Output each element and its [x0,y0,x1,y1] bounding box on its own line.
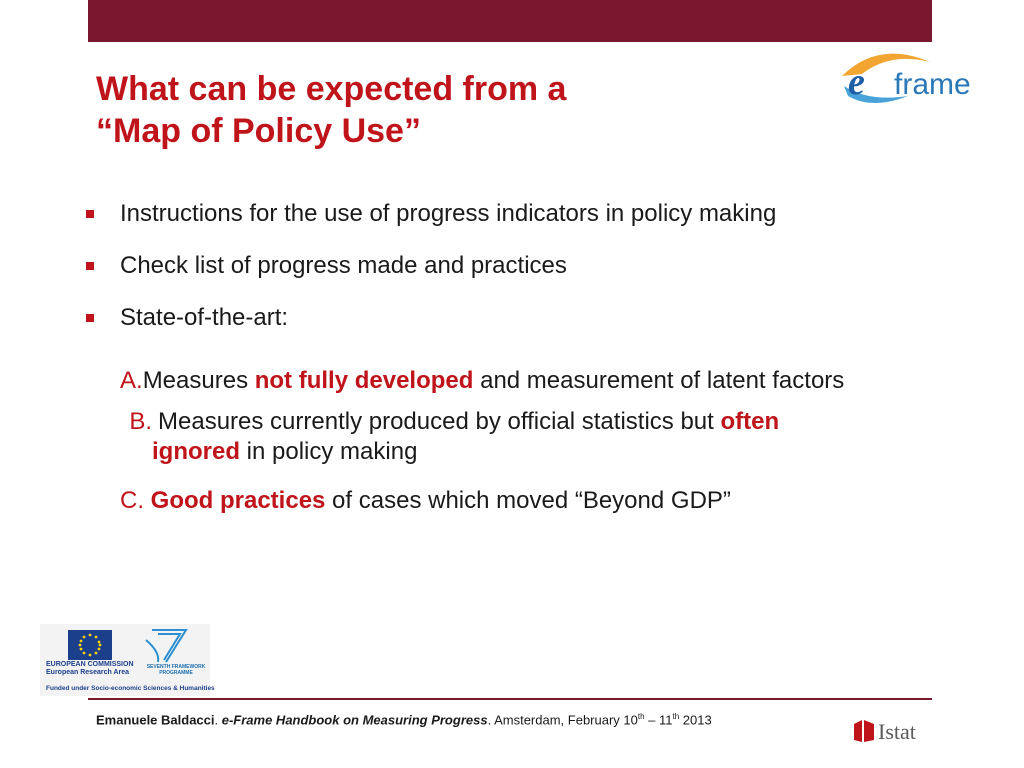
bullet-list [84,198,776,354]
ec-label [46,661,134,677]
footer-divider [88,698,932,700]
footer-citation [96,712,712,727]
sub-item-emphasis: often [720,408,780,435]
sub-item-c [120,486,731,516]
fp7-label-line: SEVENTH FRAMEWORK [146,664,206,670]
sub-item-letter: B. [129,408,152,435]
footer-text: 2013 [679,712,712,728]
slide-title [96,68,566,152]
ec-label-line: European Research Area [46,669,129,676]
sub-item-text: in policy making [240,438,418,465]
sub-item-letter: A. [120,367,143,394]
sub-item-emphasis: not fully developed [254,367,474,394]
sub-item-continuation [120,437,920,467]
ec-label-line: EUROPEAN COMMISSION [46,661,134,668]
header-bar [88,0,932,42]
bullet-text: State-of-the-art: [120,304,289,331]
footer-sup: th [672,712,680,721]
footer-text: . Amsterdam, February 10 [487,712,638,728]
bullet-item [84,250,776,282]
footer-sup: th [637,712,645,721]
footer-author: Emanuele Baldacci [96,712,215,728]
fp7-label-line: PROGRAMME [159,670,193,676]
logo-wordmark: frame [894,68,971,101]
title-line-1: What can be expected from a [96,70,567,108]
logo-e: e [848,61,865,103]
bullet-marker [86,262,94,270]
footer-text: . [214,712,222,728]
bullet-text: Check list of progress made and practices [120,252,567,279]
sub-item-text: and measurement of latent factors [473,367,845,394]
sub-item-emphasis: ignored [152,438,240,465]
bullet-item [84,198,776,230]
fp7-label [144,664,208,676]
istat-wordmark: Istat [878,719,916,744]
bullet-text: Instructions for the use of progress indicators in policy making [120,200,777,227]
bullet-marker [86,210,94,218]
sub-item-text: Measures [142,367,255,394]
footer-text: – 11 [644,712,673,728]
footer-handbook: e-Frame Handbook on Measuring Progress [221,712,488,728]
sub-item-a [120,366,844,396]
e-frame-logo [838,46,994,116]
bullet-marker [86,314,94,322]
istat-logo [852,716,934,744]
sub-item-text: Measures currently produced by official statistics but [158,408,721,435]
sub-item-letter: C. [120,487,151,514]
sub-item-text: of cases which moved “Beyond GDP” [325,487,731,514]
sub-item-b [120,407,920,467]
sub-item-emphasis: Good practices [150,487,326,514]
title-line-2: “Map of Policy Use” [96,112,421,150]
funding-note: Funded under Socio-economic Sciences & Humanities [46,685,215,692]
bullet-item [84,302,776,334]
